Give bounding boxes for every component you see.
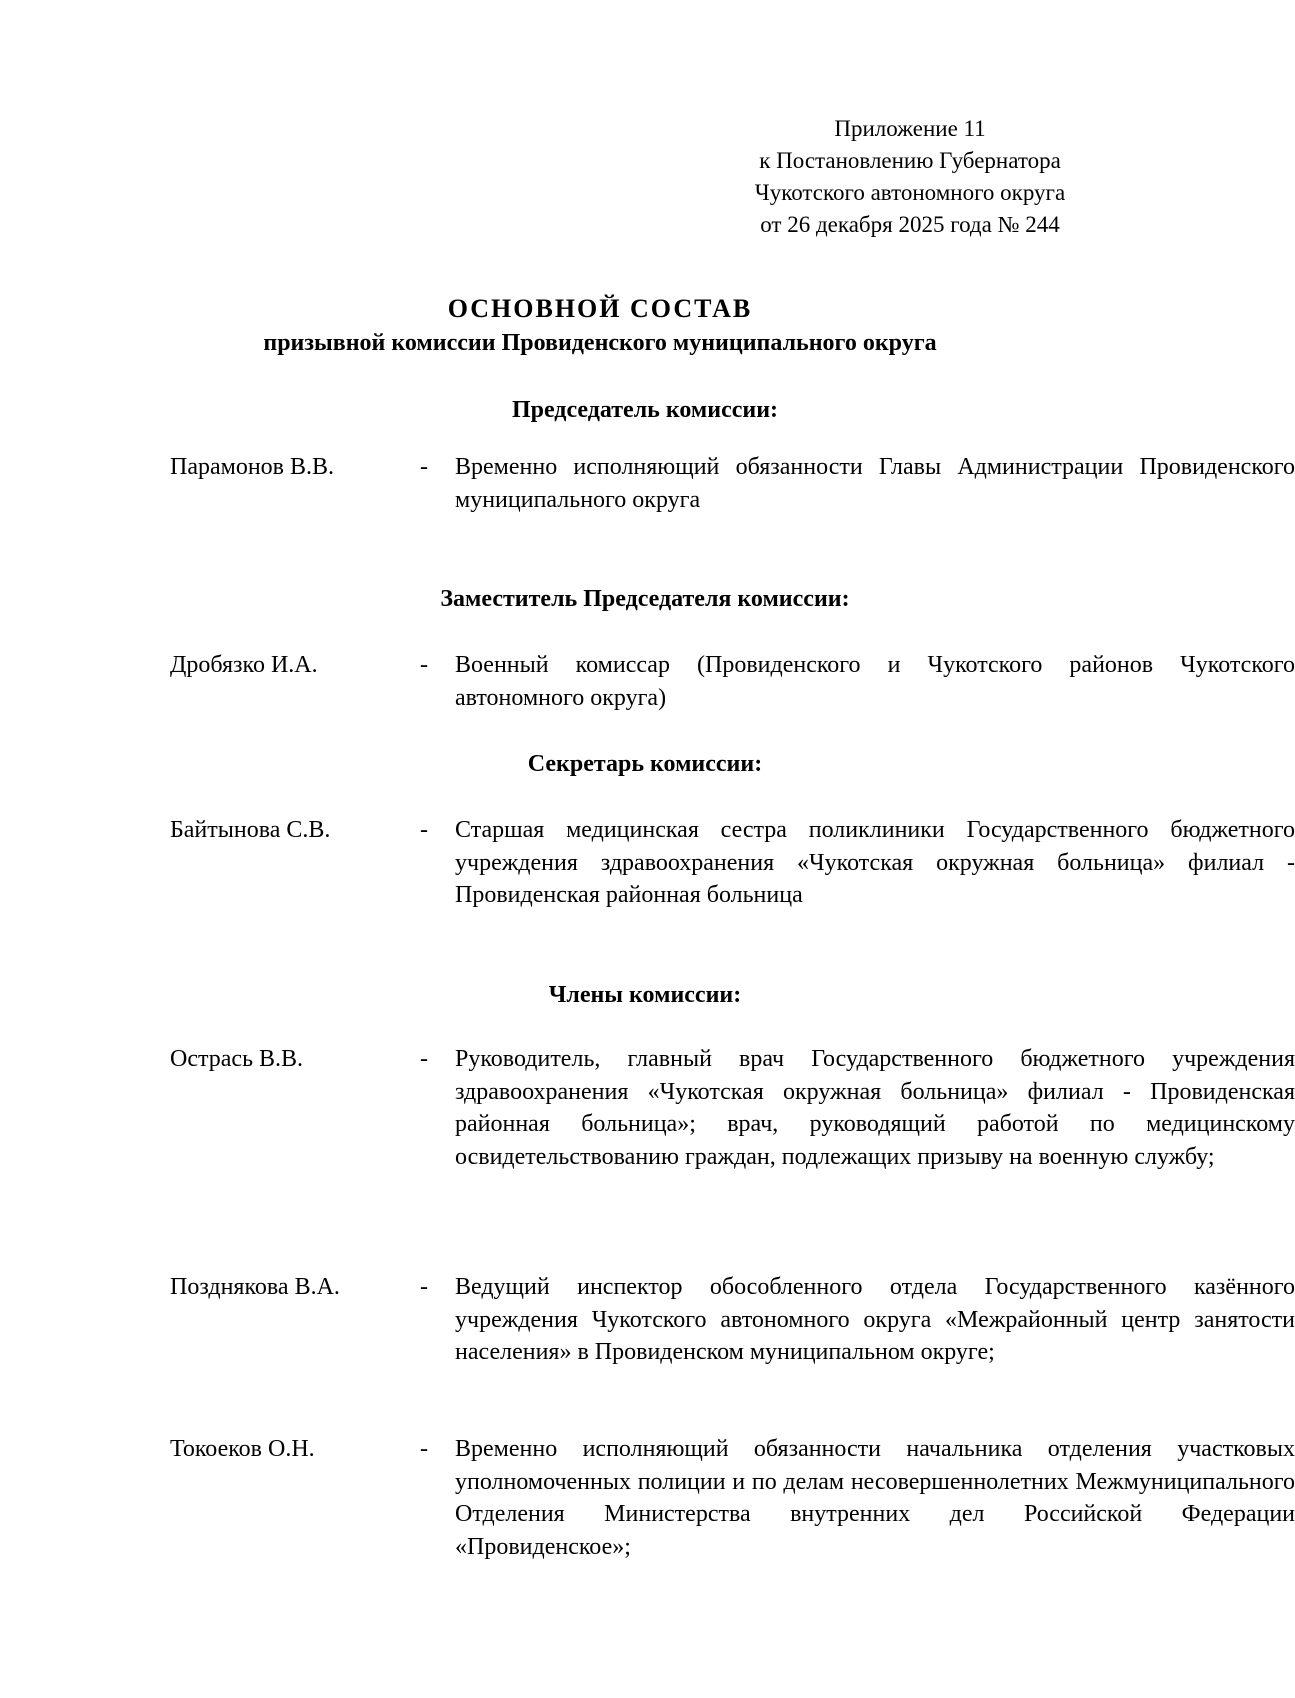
appendix-block: [700, 113, 1120, 241]
appendix-reference: к Постановлению Губернатора: [759, 148, 1061, 173]
appendix-date: от 26 декабря 2025 года № 244: [760, 212, 1060, 237]
member-position: Временно исполняющий обязанности начальника отделения участковых уполномоченных полиции и по делам несовершеннолетних Межмуниципального Отделения Министерства внутренних дел Российской Федерации «Провиденское»;: [455, 1436, 1295, 1560]
member-position: Временно исполняющий обязанности Главы Администрации Провиденского муниципального округа: [455, 454, 1295, 513]
member-position: Старшая медицинская сестра поликлиники Государственного бюджетного учреждения здравоохранения «Чукотская окружная больница» филиал - Провиденская районная больница: [455, 817, 1295, 908]
dash-separator: -: [420, 454, 428, 480]
member-name: Дробязко И.А.: [170, 652, 318, 678]
member-name: Парамонов В.В.: [170, 454, 335, 480]
member-position: Военный комиссар (Провиденского и Чукотского районов Чукотского автономного округа): [455, 652, 1295, 711]
member-name: Позднякова В.А.: [170, 1274, 340, 1300]
member-name: Байтынова С.В.: [170, 817, 331, 843]
appendix-number: Приложение 11: [834, 116, 986, 141]
dash-separator: -: [420, 1436, 428, 1462]
dash-separator: -: [420, 652, 428, 678]
chairman-heading: Председатель комиссии:: [511, 397, 779, 423]
secretary-heading: Секретарь комиссии:: [527, 751, 763, 777]
member-name: Острась В.В.: [170, 1046, 304, 1072]
deputy-heading: Заместитель Председателя комиссии:: [440, 586, 850, 612]
dash-separator: -: [420, 817, 428, 843]
appendix-region: Чукотского автономного округа: [754, 180, 1066, 205]
member-position: Руководитель, главный врач Государственного бюджетного учреждения здравоохранения «Чукотская окружная больница» филиал - Провиденская районная больница»; врач, руководящий работой по медицинскому освидетельствованию граждан, подлежащих призыву на военную службу;: [455, 1046, 1295, 1170]
document-subtitle: призывной комиссии Провиденского муниципального округа: [263, 330, 937, 356]
dash-separator: -: [420, 1274, 428, 1300]
dash-separator: -: [420, 1046, 428, 1072]
document-title: ОСНОВНОЙ СОСТАВ: [447, 294, 753, 323]
members-heading: Члены комиссии:: [548, 982, 742, 1008]
member-position: Ведущий инспектор обособленного отдела Государственного казённого учреждения Чукотского автономного округа «Межрайонный центр занятости населения» в Провиденском муниципальном округе;: [455, 1274, 1295, 1365]
member-name: Токоеков О.Н.: [170, 1436, 315, 1462]
